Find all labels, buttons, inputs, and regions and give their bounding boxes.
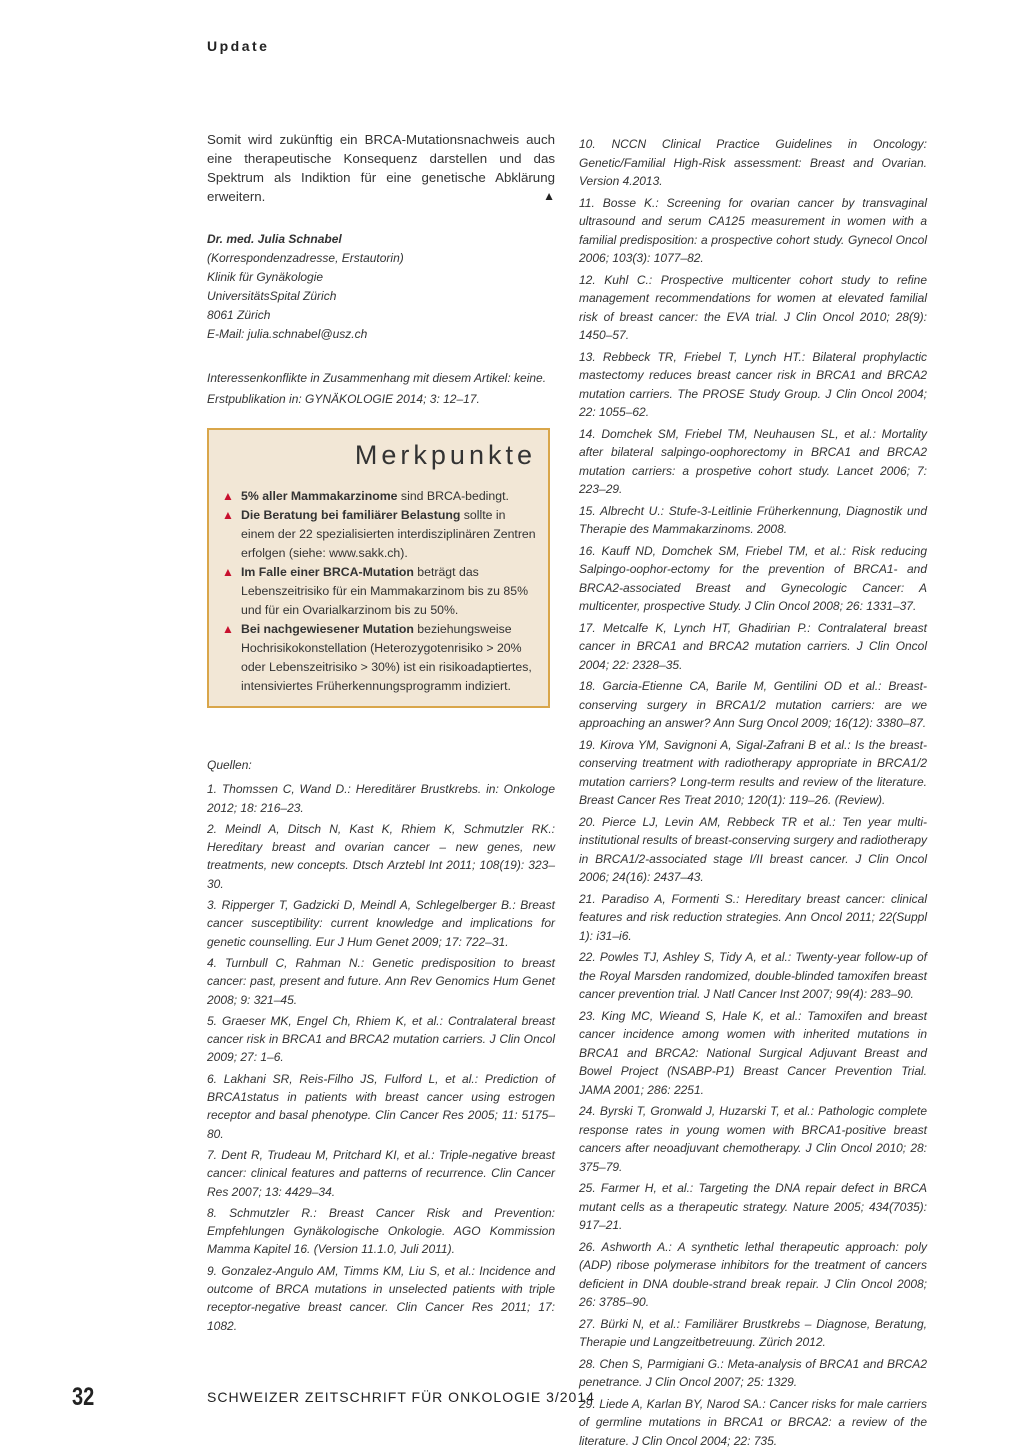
references-heading: Quellen: (207, 758, 252, 772)
author-line: 8061 Zürich (207, 308, 271, 322)
first-publication-note: Erstpublikation in: GYNÄKOLOGIE 2014; 3: 12–17. (207, 392, 480, 406)
key-points-list (209, 487, 548, 696)
key-points-box (207, 428, 550, 708)
key-point-bold: Im Falle einer BRCA-Mutation (241, 565, 414, 579)
reference-item: 17. Metcalfe K, Lynch HT, Ghadirian P.: Contralateral breast cancer in BRCA1 and BRCA2 mutation carriers. J Clin Oncol 2004; 22: 2328–35. (579, 620, 927, 672)
reference-item: 28. Chen S, Parmigiani G.: Meta-analysis of BRCA1 and BRCA2 penetrance. J Clin Oncol 2007; 25: 1329. (579, 1356, 927, 1389)
reference-item: 20. Pierce LJ, Levin AM, Rebbeck TR et al.: Ten year multi-institutional results of breast-conserving surgery and radiotherapy in BRCA1/2-associated stage I/II breast cancer. J Clin Oncol 2006; 24(16): 2437–43. (579, 814, 927, 884)
key-point-item (215, 620, 536, 696)
end-of-article-mark: ▲ (543, 189, 555, 203)
references-left (207, 756, 555, 1335)
red-triangle-icon: ▲ (222, 565, 234, 579)
key-point-bold: Die Beratung bei familiärer Belastung (241, 508, 461, 522)
closing-paragraph (207, 130, 555, 206)
reference-item: 19. Kirova YM, Savignoni A, Sigal-Zafrani B et al.: Is the breast-conserving treatment with radiotherapy appropriate in BRCA1/2 mutation carriers? Long-term results and review of the literature. Breast Cancer Res Treat 2010; 120(1): 119–26. (Review). (579, 737, 927, 807)
key-point-text: sind BRCA-bedingt. (397, 489, 509, 503)
reference-item: 12. Kuhl C.: Prospective multicenter cohort study to refine management recommendations for women at elevated familial risk of breast cancer: the EVA trial. J Clin Oncol 2010; 28(9): 1450–57. (579, 272, 927, 342)
red-triangle-icon: ▲ (222, 622, 234, 636)
page-number: 32 (72, 1383, 95, 1411)
section-label: Update (207, 38, 270, 54)
red-triangle-icon: ▲ (222, 489, 234, 503)
reference-item: 18. Garcia-Etienne CA, Barile M, Gentilini OD et al.: Breast-conserving surgery in BRCA1/2 mutation carriers: are we approaching an answer? Ann Surg Oncol 2009; 16(12): 3380–87. (579, 679, 927, 730)
key-points-title: Merkpunkte (354, 440, 536, 470)
reference-item: 8. Schmutzler R.: Breast Cancer Risk and Prevention: Empfehlungen Gynäkologische Onkologie. AGO Kommission Mamma Kapitel 16. (Version 11.1.0, Juli 2011). (207, 1205, 555, 1257)
reference-item: 5. Graeser MK, Engel Ch, Rhiem K, et al.: Contralateral breast cancer risk in BRCA1 and BRCA2 mutation carriers. J Clin Oncol 2009; 27: 1–6. (207, 1013, 555, 1065)
key-point-text: beziehungsweise Hochrisikokonstellation (Heterozygotenrisiko > 20% oder Lebenszeitrisiko > 30%) ist ein risikoadaptiertes, intensiviertes Früherkennungsprogramm indiziert. (241, 622, 532, 693)
reference-item: 4. Turnbull C, Rahman N.: Genetic predisposition to breast cancer: past, present and future. Ann Rev Genomics Hum Genet 2008; 9: 321–45. (207, 955, 555, 1007)
references-right (579, 135, 927, 1453)
reference-item: 16. Kauff ND, Domchek SM, Friebel TM, et al.: Risk reducing Salpingo-oophor-ectomy for the prevention of BRCA1- and BRCA2-associated Breast and Gynecologic Cancer: A multicenter, prospective Study. J Clin Oncol 2008; 26: 1331–37. (579, 543, 927, 613)
author-line: Klinik für Gynäkologie (207, 270, 324, 284)
journal-footer: SCHWEIZER ZEITSCHRIFT FÜR ONKOLOGIE 3/2014 (207, 1389, 595, 1405)
reference-item: 23. King MC, Wieand S, Hale K, et al.: Tamoxifen and breast cancer incidence among women with inherited mutations in BRCA1 and BRCA2: National Surgical Adjuvant Breast and Bowel Project (NSABP-P1) Breast Cancer Prevention Trial. JAMA 2001; 286: 2251. (579, 1008, 927, 1097)
reference-item: 15. Albrecht U.: Stufe-3-Leitlinie Früherkennung, Diagnostik und Therapie des Mammakarzinoms. 2008. (579, 503, 927, 536)
reference-item: 13. Rebbeck TR, Friebel T, Lynch HT.: Bilateral prophylactic mastectomy reduces breast cancer risk in BRCA1 and BRCA2 mutation carriers. The PROSE Study Group. J Clin Oncol 2004; 22: 1055–62. (579, 349, 927, 419)
reference-item: 25. Farmer H, et al.: Targeting the DNA repair defect in BRCA mutant cells as a therapeutic strategy. Nature 2005; 434(7035): 917–21. (579, 1181, 927, 1232)
red-triangle-icon: ▲ (222, 508, 234, 522)
publication-meta (207, 369, 555, 409)
author-line: (Korrespondenzadresse, Erstautorin) (207, 251, 404, 265)
conflict-of-interest-note: Interessenkonflikte in Zusammenhang mit diesem Artikel: keine. (207, 371, 547, 385)
key-point-text: beträgt das Lebenszeitrisiko für ein Mammakarzinom bis zu 85% und für ein Ovarialkarzinom bis zu 50%. (241, 565, 529, 617)
reference-item: 9. Gonzalez-Angulo AM, Timms KM, Liu S, et al.: Incidence and outcome of BRCA mutations in unselected patients with triple receptor-negative breast cancer. Clin Cancer Res 2011; 17: 1082. (207, 1263, 555, 1333)
reference-item: 29. Liede A, Karlan BY, Narod SA.: Cancer risks for male carriers of germline mutations in BRCA1 or BRCA2: a review of the literature. J Clin Oncol 2004; 22: 735. (579, 1396, 927, 1448)
key-point-item (215, 563, 536, 620)
reference-item: 3. Ripperger T, Gadzicki D, Meindl A, Schlegelberger B.: Breast cancer susceptibility: current knowledge and implications for genetic counselling. Eur J Hum Genet 2009; 17: 722–31. (207, 898, 555, 949)
reference-item: 10. NCCN Clinical Practice Guidelines in Oncology: Genetic/Familial High-Risk assessment: Breast and Ovarian. Version 4.2013. (579, 137, 927, 188)
reference-item: 24. Byrski T, Gronwald J, Huzarski T, et al.: Pathologic complete response rates in young women with BRCA1-positive breast cancers after neoadjuvant chemotherapy. J Clin Oncol 2010; 28: 375–79. (579, 1104, 927, 1174)
key-point-item (215, 506, 536, 563)
reference-item: 14. Domchek SM, Friebel TM, Neuhausen SL, et al.: Mortality after bilateral salpingo-oophorectomy in BRCA1 and BRCA2 mutation carriers: a prospetive cohort study. Lancet 2006; 7: 223–29. (579, 426, 927, 496)
author-block (207, 230, 555, 344)
reference-item: 2. Meindl A, Ditsch N, Kast K, Rhiem K, Schmutzler RK.: Hereditary breast and ovarian cancer – new genes, new treatments, new concepts. Dtsch Arztebl Int 2011; 108(19): 323–30. (207, 821, 555, 891)
reference-item: 6. Lakhani SR, Reis-Filho JS, Fulford L, et al.: Prediction of BRCA1status in patients with breast cancer using estrogen receptor and basal phenotype. Clin Cancer Res 2005; 11: 5175–80. (207, 1071, 555, 1141)
key-point-text: sollte in einem der 22 spezialisierten interdisziplinären Zentren erfolgen (siehe: www.sakk.ch). (241, 508, 536, 560)
author-email: E-Mail: julia.schnabel@usz.ch (207, 327, 368, 341)
reference-item: 1. Thomssen C, Wand D.: Hereditärer Brustkrebs. in: Onkologe 2012; 18: 216–23. (207, 782, 555, 815)
key-point-item (215, 487, 536, 506)
reference-item: 26. Ashworth A.: A synthetic lethal therapeutic approach: poly (ADP) ribose polymerase inhibitors for the treatment of cancers deficient in DNA double-strand break repair. J Clin Oncol 2008; 26: 3785–90. (579, 1239, 927, 1309)
author-line: UniversitätsSpital Zürich (207, 289, 337, 303)
key-point-bold: 5% aller Mammakarzinome (241, 489, 398, 503)
author-name: Dr. med. Julia Schnabel (207, 232, 342, 246)
reference-item: 27. Bürki N, et al.: Familiärer Brustkrebs – Diagnose, Beratung, Therapie und Langzeitbetreuung. Zürich 2012. (579, 1316, 927, 1349)
reference-item: 21. Paradiso A, Formenti S.: Hereditary breast cancer: clinical features and risk reduction strategies. Ann Oncol 2011; 22(Suppl 1): i31–i6. (579, 891, 927, 943)
reference-item: 11. Bosse K.: Screening for ovarian cancer by transvaginal ultrasound and serum CA125 measurement in women with a familial predisposition: a prospective cohort study. Gynecol Oncol 2006; 103(3): 1077–82. (579, 195, 927, 265)
reference-item: 22. Powles TJ, Ashley S, Tidy A, et al.: Twenty-year follow-up of the Royal Marsden randomized, double-blinded tamoxifen breast cancer prevention trial. J Natl Cancer Inst 2007; 99(4): 283–90. (579, 950, 927, 1001)
key-point-bold: Bei nachgewiesener Mutation (241, 622, 414, 636)
left-column (207, 130, 555, 1338)
closing-paragraph-text: Somit wird zukünftig ein BRCA-Mutationsnachweis auch eine therapeutische Konsequenz darstellen und das Spektrum als Indiktion für eine genetische Abklärung erweitern. (207, 132, 555, 204)
reference-item: 7. Dent R, Trudeau M, Pritchard KI, et al.: Triple-negative breast cancer: clinical features and patterns of recurrence. Clin Cancer Res 2007; 13: 4429–34. (207, 1147, 555, 1199)
